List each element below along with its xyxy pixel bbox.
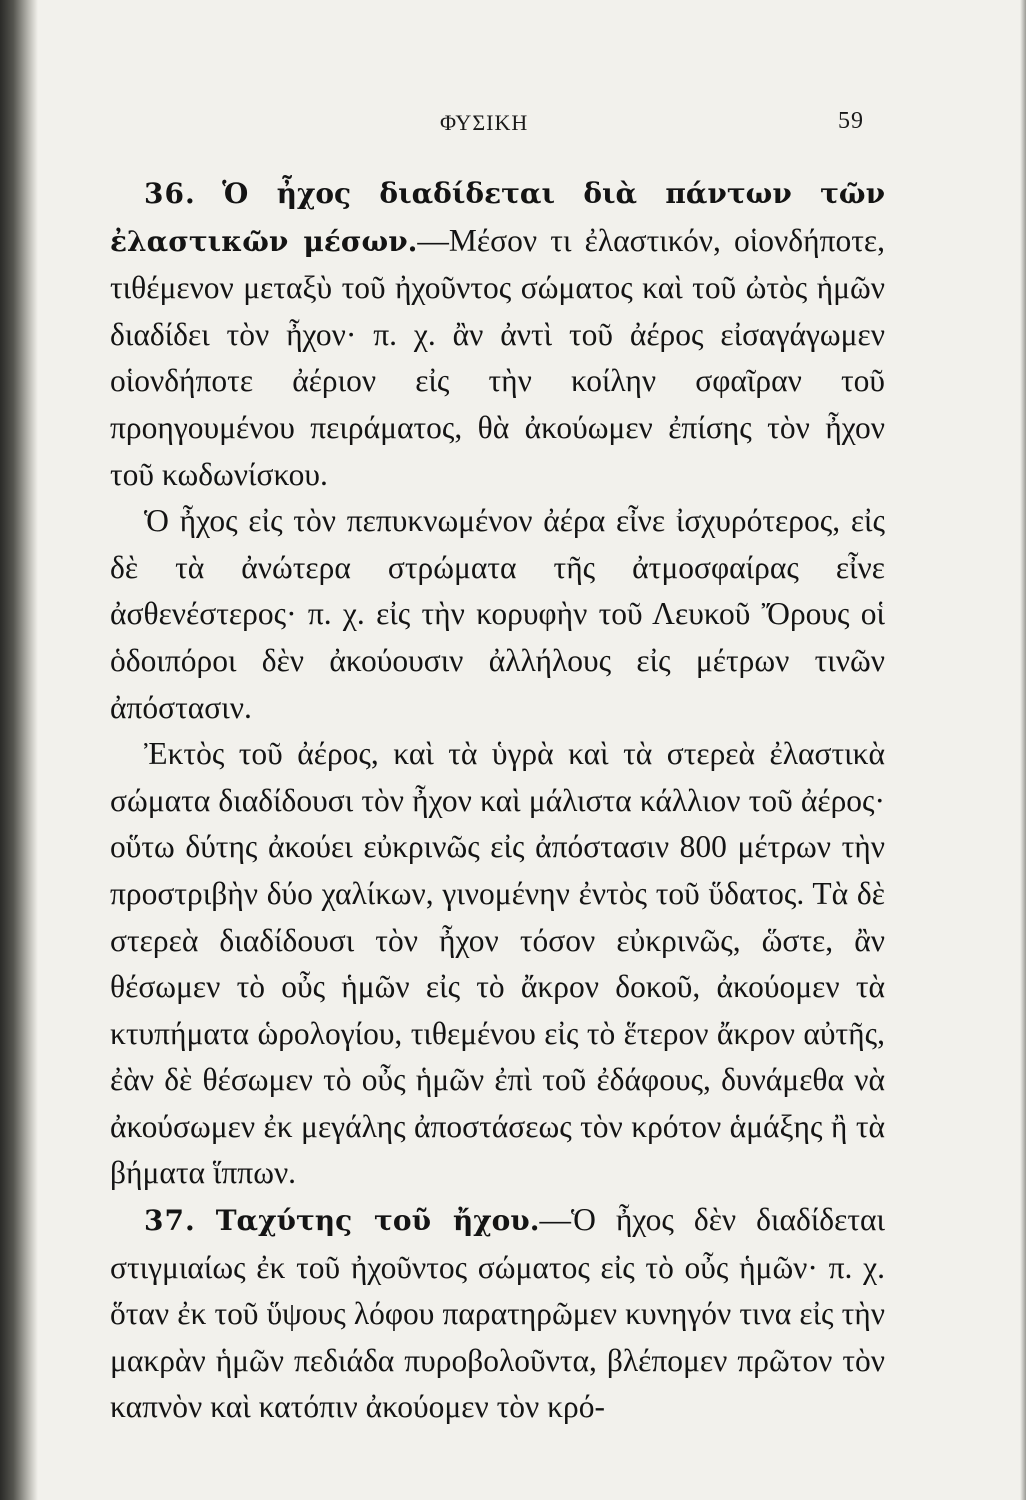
page-edge-right: [1020, 0, 1026, 1500]
section-36-number: 36.: [144, 177, 196, 210]
section-36-paragraph-1: [110, 170, 885, 498]
section-36-paragraph-2: Ὁ ἦχος εἰς τὸν πεπυκνωμένον ἀέρα εἶνε ἰσχυρότερος, εἰς δὲ τὰ ἀνώτερα στρώματα τῆς ἀτμοσφαίρας εἶνε ἀσθενέστερος· π. χ. εἰς τὴν κορυφὴν τοῦ Λευκοῦ Ὄρους οἱ ὁδοιπόροι δὲν ἀκούουσιν ἀλλήλους εἰς μέτρων τινῶν ἀπόστασιν.: [110, 503, 885, 725]
section-37-title: Ταχύτης τοῦ ἤχου.: [215, 1204, 540, 1238]
binding-shadow: [0, 0, 38, 1500]
section-36-title: Ὁ ἦχος διαδίδεται διὰ πάντων τῶν ἐλαστικῶν μέσων.: [110, 177, 885, 258]
body-text: [110, 170, 885, 1431]
section-37-text-1: —Ὁ ἦχος δὲν διαδίδεται στιγμιαίως ἐκ τοῦ ἠχοῦντος σώματος εἰς τὸ οὖς ἡμῶν· π. χ. ὅταν ἐκ τοῦ ὕψους λόφου παρατηρῶμεν κυνηγόν τινα εἰς τὴν μακρὰν ἡμῶν πεδιάδα πυροβολοῦντα, βλέπομεν πρῶτον τὸν καπνὸν καὶ κατόπιν ἀκούομεν τὸν κρό-: [110, 1202, 886, 1425]
section-36-text-1: —Μέσον τι ἐλαστικόν, οἱονδήποτε, τιθέμενον μεταξὺ τοῦ ἠχοῦντος σώματος καὶ τοῦ ὠτὸς ἡμῶν διαδίδει τὸν ἦχον· π. χ. ἂν ἀντὶ τοῦ ἀέρος εἰσαγάγωμεν οἱονδήποτε ἀέριον εἰς τὴν κοίλην σφαῖραν τοῦ προηγουμένου πειράματος, θὰ ἀκούωμεν ἐπίσης τὸν ἦχον τοῦ κωδωνίσκου.: [110, 222, 885, 492]
section-37-paragraph-1: [110, 1197, 885, 1431]
running-head: [0, 104, 1026, 144]
section-36-paragraph-3: Ἐκτὸς τοῦ ἀέρος, καὶ τὰ ὑγρὰ καὶ τὰ στερεὰ ἐλαστικὰ σώματα διαδίδουσι τὸν ἦχον καὶ μάλιστα κάλλιον τοῦ ἀέρος· οὕτω δύτης ἀκούει εὐκρινῶς εἰς ἀπόστασιν 800 μέτρων τὴν προστριβὴν δύο χαλίκων, γινομένην ἐντὸς τοῦ ὕδατος. Τὰ δὲ στερεὰ διαδίδουσι τὸν ἦχον τόσον εὐκρινῶς, ὥστε, ἂν θέσωμεν τὸ οὖς ἡμῶν εἰς τὸ ἄκρον δοκοῦ, ἀκούομεν τὰ κτυπήματα ὡρολογίου, τιθεμένου εἰς τὸ ἕτερον ἄκρον αὐτῆς, ἐὰν δὲ θέσωμεν τὸ οὖς ἡμῶν ἐπὶ τοῦ ἐδάφους, δυνάμεθα νὰ ἀκούσωμεν ἐκ μεγάλης ἀποστάσεως τὸν κρότον ἁμάξης ἢ τὰ βήματα ἵππων.: [110, 736, 885, 1191]
running-title: ΦΥΣΙΚΗ: [440, 110, 529, 135]
page-number: 59: [838, 108, 864, 134]
section-37-number: 37.: [144, 1204, 196, 1238]
